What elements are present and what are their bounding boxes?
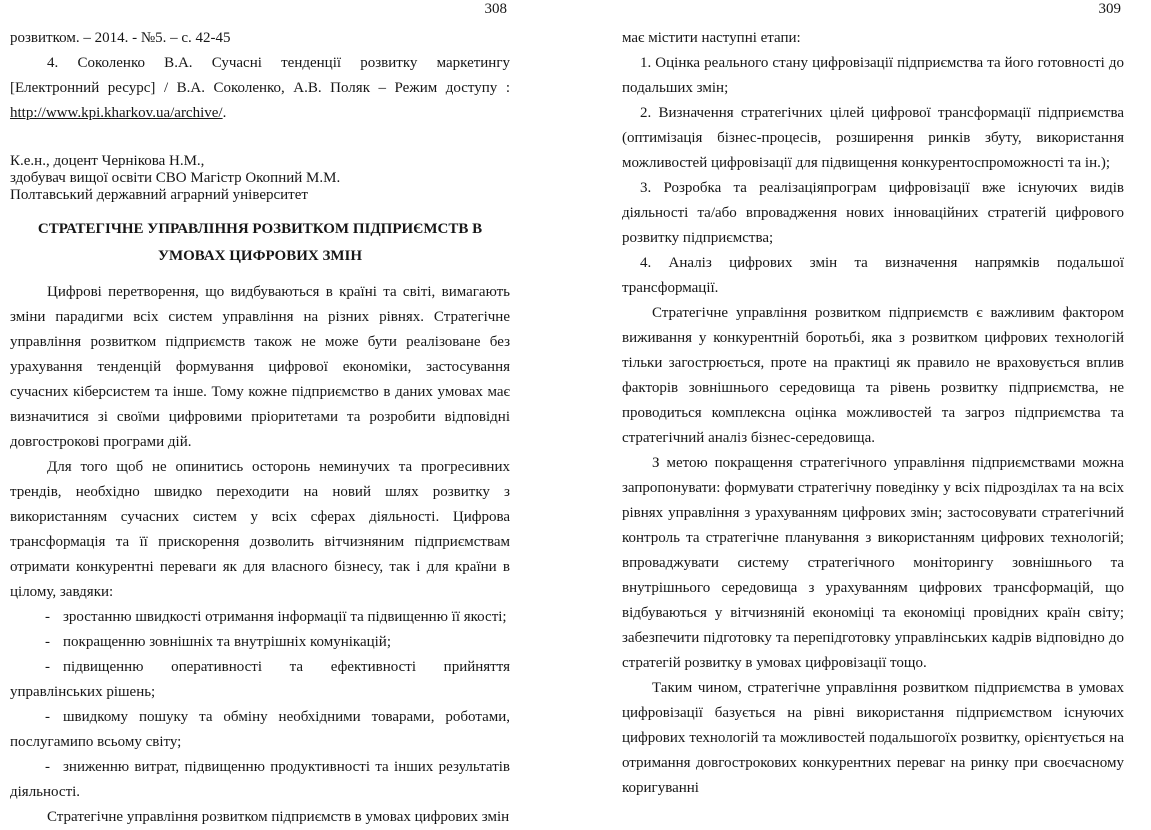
continuation-paragraph: має містити наступні етапи: [622,30,801,46]
body-paragraph: Стратегічне управління розвитком підприємств є важливим фактором виживання у конкурентній боротьбі, яка з розвитком цифрових технологій тільки загострюється, проте на практиці як правило не враховується вплив факторів зовнішнього середовища та рівень розвитку підприємства, не проводиться комплексна оцінка можливостей та загроз підприємства та стратегічний аналіз бізнес-середовища. [622,305,1124,446]
right-page [575,0,1151,818]
article-title-line-2: УМОВАХ ЦИФРОВИХ ЗМІН [157,248,363,264]
page-number-left: 308 [484,1,507,17]
bullet-dash: - [45,709,50,725]
bullet-text: швидкому пошуку та обміну необхідними товарами, роботами, послугамипо всьому світу; [10,709,510,750]
body-paragraph: Для того щоб не опинитись осторонь неминучих та прогресивних трендів, необхідно швидко переходити на новий шлях розвитку з використанням сучасних систем у всіх сферах діяльності. Цифрова трансформація та її прискорення дозволить вітчизняним підприємствам отримати конкурентні переваги як для власного бізнесу, так і для країни в цілому, завдяки: [10,459,510,600]
page-number-right: 309 [1098,1,1121,17]
numbered-item: 1. Оцінка реального стану цифровізації підприємства та його готовності до подальших змін; [622,55,1124,96]
bullet-text: зростанню швидкості отримання інформації та підвищенню її якості; [63,609,507,625]
reference-suffix: . [222,105,227,121]
reference-continuation: розвитком. – 2014. - №5. – с. 42-45 [10,30,231,46]
bullet-text: зниженню витрат, підвищенню продуктивності та інших результатів діяльності. [10,759,510,800]
article-title-line-1: СТРАТЕГІЧНЕ УПРАВЛІННЯ РОЗВИТКОМ ПІДПРИЄМСТВ В [37,221,483,237]
author-block [10,153,510,204]
reference-url-link[interactable]: http://www.kpi.kharkov.ua/archive/ [10,105,223,121]
reference-text: 4. Соколенко В.А. Сучасні тенденції розвитку маркетингу [Електронний ресурс] / В.А. Соколенко, А.В. Поляк – Режим доступу : [10,55,510,96]
bullet-dash: - [45,609,50,625]
bullet-dash: - [45,659,50,675]
bullet-item [10,755,510,805]
bullet-item [10,605,510,630]
article-title [10,216,510,270]
author-line-2: здобувач вищої освіти СВО Магістр Окопний М.М. [10,170,341,186]
bullet-item [10,655,510,705]
body-paragraph: З метою покращення стратегічного управління підприємствами можна запропонувати: формувати стратегічну поведінку у всіх підрозділах та на всіх рівнях управління з урахуванням цифрових змін; застосовувати стратегічний контроль та стратегічне планування з використанням цифрових технологій; впроваджувати систему стратегічного моніторингу зовнішнього та внутрішнього середовища з урахуванням цифрових трансформацій, що відбуваються у вітчизняній економіці та економіці провідних країн світу; забезпечити підготовку та перепідготовку управлінських кадрів відповідно до стратегій розвитку в умовах цифровізації тощо. [622,455,1124,671]
bullet-text: підвищенню оперативності та ефективності прийняття управлінських рішень; [10,659,510,700]
numbered-item: 4. Аналіз цифрових змін та визначення напрямків подальшої трансформації. [622,255,1124,296]
bullet-item [10,630,510,655]
bullet-dash: - [45,634,50,650]
body-paragraph-continued: Таким чином, стратегічне управління розвитком підприємства в умовах цифровізації базується на рівні використання підприємством існуючих цифрових технологій та можливостей подальшогоїх розвитку, орієнтується на отримання довгострокових конкурентних переваг на ринку при своєчасному коригуванні [622,680,1124,796]
body-paragraph: Цифрові перетворення, що видбуваються в країні та світі, вимагають зміни парадигми всіх систем управління на різних рівнях. Стратегічне управління розвитком підприємств також не може бути реалізоване без урахування тенденцій формування цифрової економіки, застосування сучасних кіберсистем та інше. Тому кожне підприємство в даних умовах має визначитися зі своїми цифровими пріоритетами та розробити відповідні довгострокові програми дій. [10,284,510,450]
author-line-1: К.е.н., доцент Чернікова Н.М., [10,153,205,169]
bullet-text: покращенню зовнішніх та внутрішніх комунікацій; [63,634,391,650]
bullet-item [10,705,510,755]
bullet-dash: - [45,759,50,775]
body-paragraph-continued: Стратегічне управління розвитком підприємств в умовах цифрових змін [47,809,510,825]
author-affiliation: Полтавський державний аграрний університет [10,187,308,203]
left-page [0,0,575,825]
numbered-item: 2. Визначення стратегічних цілей цифрової трансформації підприємства (оптимізація бізнес-процесів, розширення ринків збуту, використання можливостей цифровізації для підвищення конкурентоспроможності та ін.); [622,105,1124,171]
reference-item-4 [10,51,510,126]
numbered-item: 3. Розробка та реалізаціяпрограм цифровізації вже існуючих видів діяльності та/або впровадження нових інноваційних стратегій цифрового розвитку підприємства; [622,180,1124,246]
